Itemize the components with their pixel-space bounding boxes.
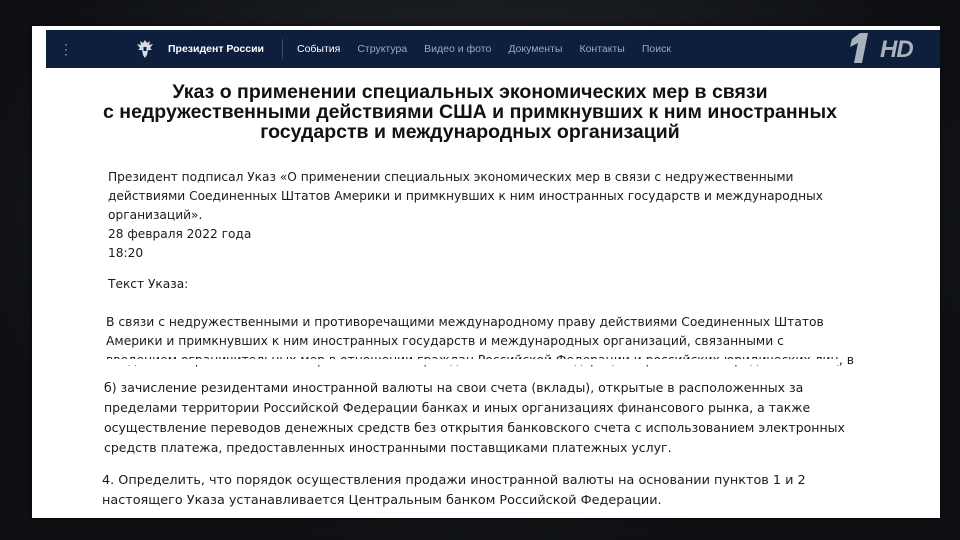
publication-date: 28 февраля 2022 года bbox=[108, 227, 252, 241]
nav-item-search[interactable]: Поиск bbox=[641, 43, 671, 55]
text-cut-mask bbox=[100, 359, 840, 365]
intro-line: Президент подписал Указ «О применении специальных экономических мер в связи с недружественными bbox=[108, 170, 794, 184]
kebab-menu-icon[interactable]: ⋮ bbox=[59, 40, 73, 57]
title-line: с недружественными действиями США и примкнувших к ним иностранных bbox=[103, 101, 837, 123]
nav-item-structure[interactable]: Структура bbox=[357, 43, 408, 55]
channel-hd-label: HD bbox=[880, 36, 913, 63]
publication-time: 18:20 bbox=[108, 246, 144, 260]
intro-paragraph bbox=[108, 168, 828, 263]
channel-one-logo-icon bbox=[840, 31, 874, 69]
paragraph-line: осуществление переводов денежных средств без открытия банковского счета с использованием электронных bbox=[104, 420, 845, 435]
decree-clause-b-paragraph bbox=[104, 378, 845, 458]
title-line: государств и международных организаций bbox=[260, 121, 680, 143]
paragraph-line: В связи с недружественными и противоречащими международному праву действиями Соединенных Штатов bbox=[106, 315, 824, 329]
paragraph-line: средств платежа, предоставленных иностранными поставщиками платежных услуг. bbox=[104, 440, 672, 455]
double-headed-eagle-icon[interactable] bbox=[134, 38, 156, 60]
decree-clause-4-paragraph bbox=[102, 471, 842, 511]
paragraph-line: пределами территории Российской Федерации банках и иных организациях финансового рынка, а также bbox=[104, 400, 811, 415]
decree-title bbox=[60, 82, 880, 142]
site-brand-link[interactable]: Президент России bbox=[168, 43, 264, 55]
channel-logo bbox=[840, 30, 940, 70]
nav-item-video-photo[interactable]: Видео и фото bbox=[424, 43, 492, 55]
paragraph-line: б) зачисление резидентами иностранной валюты на свои счета (вклады), открытые в расположенных за bbox=[104, 380, 804, 395]
paragraph-line: Америки и примкнувших к ним иностранных государств и международных организаций, связанными с bbox=[106, 334, 784, 348]
top-navigation-bar bbox=[46, 30, 940, 68]
paragraph-line: настоящего Указа устанавливается Центральным банком Российской Федерации. bbox=[102, 493, 662, 508]
nav-divider bbox=[282, 39, 283, 59]
paragraph-line: 4. Определить, что порядок осуществления продажи иностранной валюты на основании пунктов 1 и 2 bbox=[102, 473, 806, 488]
nav-item-events[interactable]: События bbox=[297, 43, 341, 55]
title-line: Указ о применении специальных экономических мер в связи bbox=[172, 81, 768, 103]
intro-line: организаций». bbox=[108, 208, 203, 222]
nav-item-documents[interactable]: Документы bbox=[508, 43, 563, 55]
nav-item-contacts[interactable]: Контакты bbox=[579, 43, 625, 55]
decree-text-label: Текст Указа: bbox=[108, 277, 189, 291]
intro-line: действиями Соединенных Штатов Америки и примкнувших к ним иностранных государств и международных bbox=[108, 189, 823, 203]
